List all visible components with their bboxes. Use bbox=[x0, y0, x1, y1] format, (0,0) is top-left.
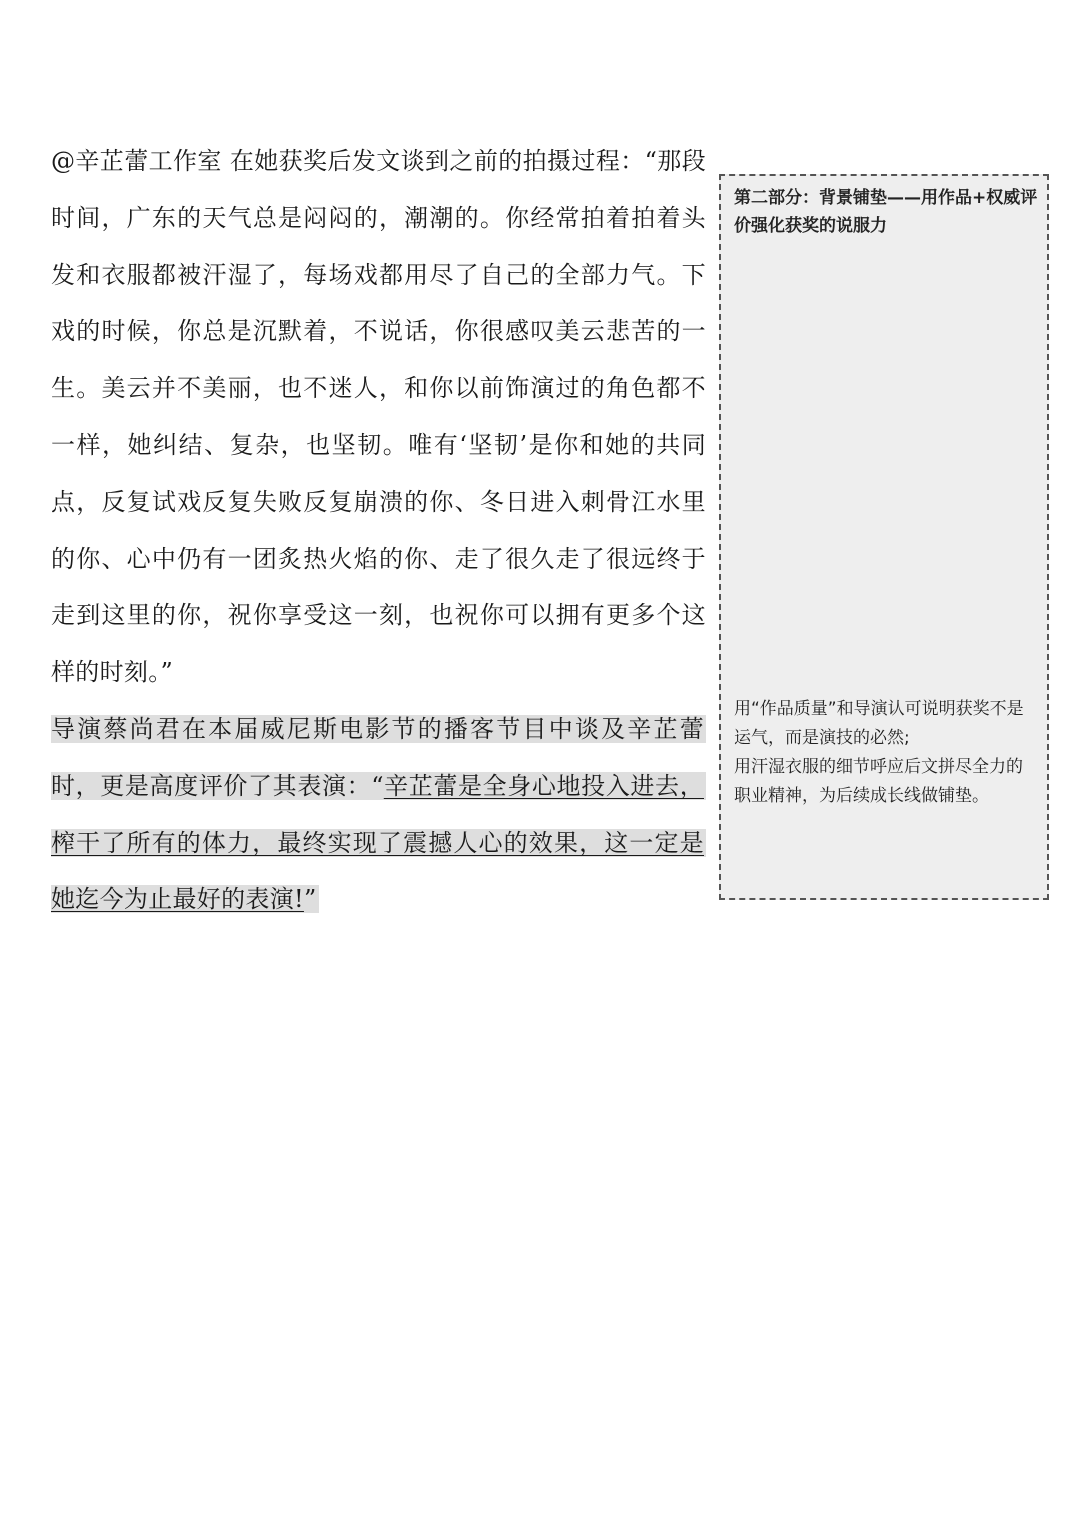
comment-line-2: 用汗湿衣服的细节呼应后文拼尽全力的职业精神，为后续成长线做铺垫。 bbox=[734, 757, 1023, 806]
director-quote-close: ” bbox=[303, 885, 317, 914]
comment-line-1: 用“作品质量”和导演认可说明获奖不是运气，而是演技的必然; bbox=[734, 699, 1024, 748]
director-paragraph bbox=[51, 701, 706, 928]
director-intro-text: 导演蔡尚君在本届威尼斯电影节的播客节目中谈及辛芷蕾时，更是高度评价了其表演：“ bbox=[51, 714, 704, 800]
highlighted-passage bbox=[51, 715, 706, 913]
annotation-comment-box bbox=[719, 174, 1049, 900]
comment-title: 第二部分：背景铺垫——用作品+权威评价强化获奖的说服力 bbox=[734, 188, 1038, 236]
director-quote-text: 辛芷蕾是全身心地投入进去，榨干了所有的体力，最终实现了震撼人心的效果，这一定是她迄今为止最好的表演! bbox=[51, 771, 704, 914]
article-body bbox=[51, 133, 706, 928]
comment-body bbox=[734, 695, 1039, 811]
studio-quote-paragraph: @辛芷蕾工作室 在她获奖后发文谈到之前的拍摄过程：“那段时间，广东的天气总是闷闷的，潮潮的。你经常拍着拍着头发和衣服都被汗湿了，每场戏都用尽了自己的全部力气。下戏的时候，你总是沉默着，不说话，你很感叹美云悲苦的一生。美云并不美丽，也不迷人，和你以前饰演过的角色都不一样，她纠结、复杂，也坚韧。唯有‘坚韧’是你和她的共同点，反复试戏反复失败反复崩溃的你、冬日进入刺骨江水里的你、心中仍有一团炙热火焰的你、走了很久走了很远终于走到这里的你，祝你享受这一刻，也祝你可以拥有更多个这样的时刻。” bbox=[51, 147, 706, 687]
